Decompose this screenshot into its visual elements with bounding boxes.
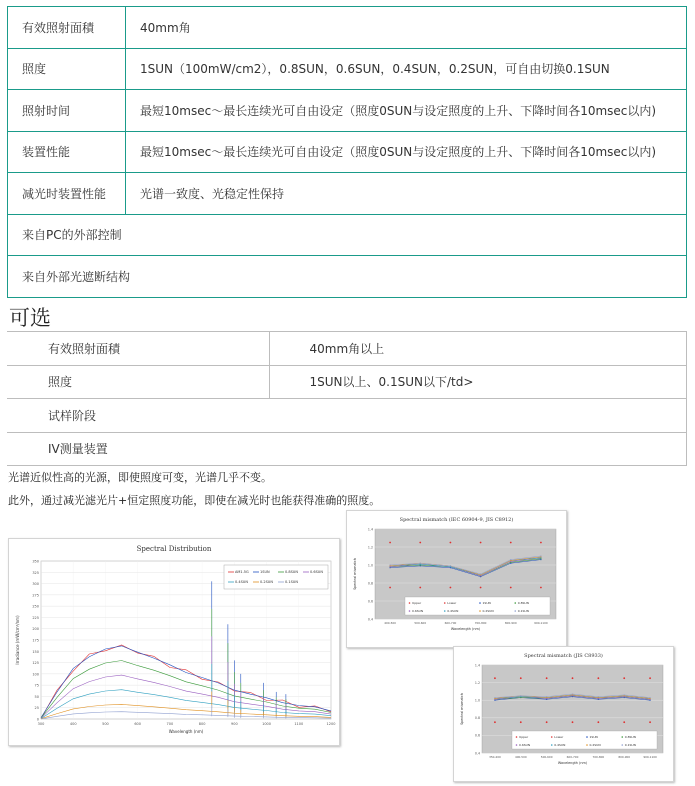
legend-entry: Lower — [447, 601, 457, 605]
legend-swatch — [514, 610, 516, 612]
legend-entry: 0.1SUN — [285, 580, 298, 584]
x-tick-label: 400-500 — [514, 755, 527, 759]
option-value: 40mm角以上 — [269, 332, 687, 366]
limit-point — [623, 721, 625, 723]
series-point — [510, 559, 511, 560]
legend-entry: 0.2SUN — [260, 580, 273, 584]
spec-label: 来自外部光遮断结构 — [8, 256, 687, 298]
y-tick-label: 350 — [32, 559, 39, 564]
limit-point — [649, 677, 651, 679]
series-point — [389, 564, 390, 565]
x-tick-label: 500 — [102, 722, 109, 726]
optional-table — [7, 331, 687, 466]
y-tick-label: 200 — [32, 627, 39, 632]
y-tick-label: 50 — [34, 694, 39, 699]
legend-entry: 0.4SUN — [554, 743, 566, 747]
y-tick-label: 1.2 — [367, 545, 373, 550]
y-tick-label: 225 — [32, 615, 39, 620]
y-tick-label: 300 — [32, 582, 39, 587]
table-row — [7, 432, 687, 466]
legend-entry: 1SUN — [589, 735, 598, 739]
spec-value: 最短10msec～最长连续光可自由设定（照度0SUN与设定照度的上升、下降时间各10msec以内) — [126, 131, 687, 173]
option-label: 试样阶段 — [7, 399, 687, 433]
limit-point — [597, 677, 599, 679]
limit-point — [546, 677, 548, 679]
y-tick-label: 150 — [32, 649, 39, 654]
x-tick-label: 900-1100 — [534, 621, 548, 625]
spectral-mismatch-iec-figure — [346, 510, 567, 648]
x-tick-label: 800 — [198, 722, 206, 726]
table-row — [8, 214, 687, 256]
spec-table — [7, 6, 687, 298]
legend-swatch — [409, 602, 411, 604]
y-tick-label: 0 — [36, 717, 39, 722]
x-tick-label: 600-700 — [444, 621, 457, 625]
legend-swatch — [621, 744, 623, 746]
series-point — [649, 697, 650, 698]
x-tick-label: 800-900 — [618, 755, 631, 759]
x-tick-label: 400 — [69, 722, 77, 726]
limit-point — [510, 542, 512, 544]
legend-entry: Lower — [554, 735, 564, 739]
legend-swatch — [444, 602, 446, 604]
x-tick-label: 800-900 — [504, 621, 517, 625]
limit-point — [572, 721, 574, 723]
limit-point — [389, 587, 391, 589]
table-row — [8, 48, 687, 90]
legend-swatch — [621, 736, 623, 738]
legend-entry: 0.4SUN — [447, 609, 459, 613]
legend-swatch — [514, 602, 516, 604]
limit-point — [510, 587, 512, 589]
y-tick-label: 75 — [34, 683, 39, 688]
limit-point — [450, 587, 452, 589]
y-tick-label: 325 — [32, 570, 39, 575]
legend-swatch — [586, 736, 588, 738]
limit-point — [419, 587, 421, 589]
y-axis-label: Spectral mismatch — [353, 558, 357, 590]
y-tick-label: 1.4 — [367, 527, 373, 532]
chart-title: Spectral mismatch (JIS C8933) — [524, 653, 603, 659]
spectral-mismatch-jis-figure — [453, 646, 674, 782]
y-tick-label: 0.8 — [474, 716, 480, 721]
legend-entry: 0.8SUN — [624, 735, 636, 739]
y-tick-label: 125 — [32, 661, 39, 666]
spec-label: 装置性能 — [8, 131, 126, 173]
x-axis-label: Wavelength (nm) — [168, 729, 204, 734]
table-row — [8, 90, 687, 132]
description-line-2: 此外，通过减光滤光片+恒定照度功能，即使在减光时也能获得准确的照度。 — [8, 494, 381, 507]
series-point — [598, 696, 599, 697]
y-tick-label: 1.0 — [367, 563, 373, 568]
limit-point — [520, 677, 522, 679]
spectral-distribution-figure — [8, 538, 340, 746]
legend-entry: 0.4SUN — [235, 580, 248, 584]
legend-swatch — [551, 736, 553, 738]
option-label: 照度 — [7, 365, 269, 399]
series-point — [572, 693, 573, 694]
limit-point — [419, 542, 421, 544]
series-point — [520, 695, 521, 696]
x-axis-label: Wavelength (nm) — [557, 761, 588, 765]
x-tick-label: 500-600 — [414, 621, 427, 625]
spectral-distribution-chart — [9, 539, 339, 745]
spec-label: 照度 — [8, 48, 126, 90]
chart-title: Spectral Distribution — [136, 545, 212, 553]
y-axis-label: Irradiance (mW/cm²/nm) — [15, 615, 20, 665]
series-point — [494, 697, 495, 698]
legend-swatch — [479, 610, 481, 612]
legend-entry: 0.8SUN — [285, 570, 298, 574]
y-tick-label: 100 — [32, 672, 39, 677]
series-point — [480, 573, 481, 574]
description-line-1: 光谱近似性高的光源，即使照度可变，光谱几乎不变。 — [8, 471, 272, 484]
limit-point — [623, 677, 625, 679]
x-tick-label: 350-400 — [489, 755, 501, 759]
y-tick-label: 250 — [32, 604, 39, 609]
x-tick-label: 500-600 — [540, 755, 553, 759]
legend-swatch — [516, 744, 518, 746]
y-tick-label: 25 — [34, 706, 39, 711]
table-row — [8, 7, 687, 49]
spec-value: 40mm角 — [126, 7, 687, 49]
legend-entry: 0.6SUN — [310, 570, 323, 574]
spectral-mismatch-jis-chart — [454, 647, 673, 781]
spec-label: 有效照射面積 — [8, 7, 126, 49]
table-row — [8, 256, 687, 298]
limit-point — [546, 721, 548, 723]
y-tick-label: 175 — [32, 638, 39, 643]
y-tick-label: 1.0 — [474, 698, 480, 703]
legend-entry: 0.1SUN — [624, 743, 636, 747]
spectral-mismatch-iec-chart — [347, 511, 566, 647]
series-point — [420, 563, 421, 564]
x-tick-label: 700-800 — [592, 755, 605, 759]
x-tick-label: 1100 — [294, 722, 304, 726]
legend-swatch — [516, 736, 518, 738]
limit-point — [540, 587, 542, 589]
legend-swatch — [409, 610, 411, 612]
limit-point — [480, 587, 482, 589]
x-tick-label: 1000 — [262, 722, 272, 726]
spec-value: 光谱一致度、光稳定性保持 — [126, 173, 687, 215]
spec-label: 照射时间 — [8, 90, 126, 132]
limit-point — [494, 677, 496, 679]
table-row — [7, 399, 687, 433]
legend-entry: Upper — [519, 735, 529, 739]
y-tick-label: 1.2 — [474, 680, 480, 685]
spec-label: 减光时装置性能 — [8, 173, 126, 215]
legend-entry: 0.8SUN — [517, 601, 529, 605]
table-row — [7, 332, 687, 366]
limit-point — [480, 542, 482, 544]
chart-title: Spectral mismatch (IEC 60904-9, JIS C8912) — [399, 517, 514, 523]
x-tick-label: 400-500 — [384, 621, 396, 625]
y-tick-label: 0.4 — [474, 751, 480, 756]
x-tick-label: 900 — [230, 722, 238, 726]
y-tick-label: 1.4 — [474, 663, 480, 668]
spec-value: 最短10msec～最长连续光可自由设定（照度0SUN与设定照度的上升、下降时间各10msec以内) — [126, 90, 687, 132]
limit-point — [389, 542, 391, 544]
table-row — [8, 131, 687, 173]
optional-title: 可选 — [9, 306, 51, 330]
y-tick-label: 275 — [32, 593, 39, 598]
legend-swatch — [479, 602, 481, 604]
legend-entry: Upper — [412, 601, 422, 605]
x-tick-label: 700-800 — [474, 621, 487, 625]
legend-entry: 0.6SUN — [412, 609, 424, 613]
legend-swatch — [444, 610, 446, 612]
y-tick-label: 0.8 — [367, 581, 373, 586]
option-label: 有效照射面積 — [7, 332, 269, 366]
spec-label: 来自PC的外部控制 — [8, 214, 687, 256]
limit-point — [520, 721, 522, 723]
legend-entry: 0.2SUN — [589, 743, 601, 747]
series-point — [546, 696, 547, 697]
option-value: 1SUN以上、0.1SUN以下/td> — [269, 365, 687, 399]
y-tick-label: 0.4 — [367, 617, 373, 622]
series-point — [624, 694, 625, 695]
x-tick-label: 700 — [166, 722, 174, 726]
x-tick-label: 1200 — [326, 722, 336, 726]
x-tick-label: 600 — [134, 722, 142, 726]
legend-entry: 0.2SUN — [482, 609, 494, 613]
x-tick-label: 900-1100 — [643, 755, 657, 759]
limit-point — [597, 721, 599, 723]
legend-box — [224, 565, 328, 589]
legend-entry: 0.6SUN — [519, 743, 531, 747]
x-tick-label: 600-700 — [566, 755, 579, 759]
x-tick-label: 300 — [37, 722, 45, 726]
legend-entry: 0.1SUN — [517, 609, 529, 613]
legend-entry: 1SUN — [260, 570, 270, 574]
table-row — [8, 173, 687, 215]
y-tick-label: 0.6 — [367, 599, 373, 604]
limit-point — [540, 542, 542, 544]
limit-point — [572, 677, 574, 679]
spec-value: 1SUN（100mW/cm2），0.8SUN，0.6SUN，0.4SUN，0.2SUN，可自由切换0.1SUN — [126, 48, 687, 90]
series-point — [450, 565, 451, 566]
limit-point — [494, 721, 496, 723]
y-axis-label: Spectral mismatch — [460, 693, 464, 725]
legend-swatch — [551, 744, 553, 746]
option-label: IV测量装置 — [7, 432, 687, 466]
series-point — [540, 555, 541, 556]
y-tick-label: 0.6 — [474, 733, 480, 738]
table-row — [7, 365, 687, 399]
legend-swatch — [586, 744, 588, 746]
limit-point — [649, 721, 651, 723]
limit-point — [450, 542, 452, 544]
x-axis-label: Wavelength (nm) — [450, 627, 481, 631]
legend-entry: AM1.5G — [235, 570, 249, 574]
legend-entry: 1SUN — [482, 601, 491, 605]
